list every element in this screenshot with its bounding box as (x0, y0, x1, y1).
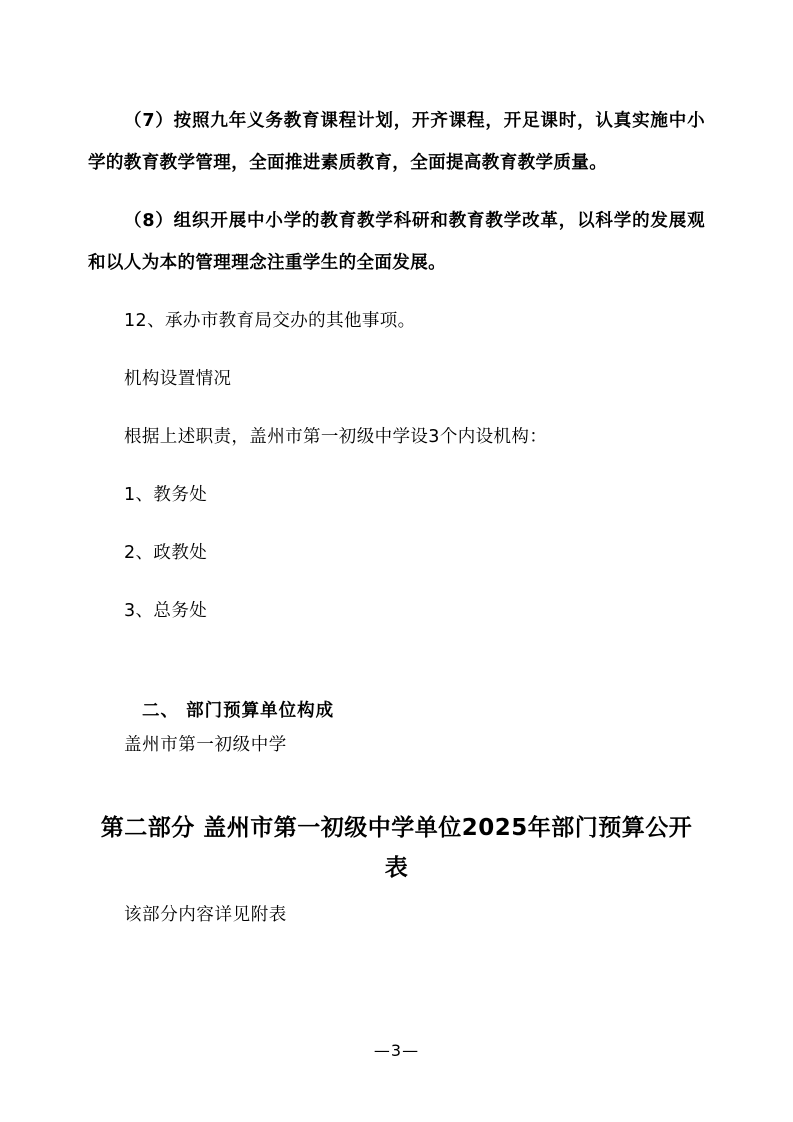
part-title-heading: 第二部分 盖州市第一初级中学单位2025年部门预算公开表 (100, 815, 693, 881)
paragraph-item-12: 12、承办市教育局交办的其他事项。 (124, 311, 416, 331)
paragraph-org-setup-heading: 机构设置情况 (124, 369, 232, 389)
section-heading-part-two-composition: 二、 部门预算单位构成 (142, 701, 335, 721)
budget-unit-name: 盖州市第一初级中学 (124, 735, 287, 755)
paragraph-org-setup-intro: 根据上述职责，盖州市第一初级中学设3个内设机构： (124, 427, 548, 447)
list-item-zongwuchu: 3、总务处 (124, 601, 208, 621)
spacer-before-section (88, 648, 705, 694)
paragraph-item-8: （8）组织开展中小学的教育教学科研和教育教学改革，以科学的发展观和以人为本的管理理念注重学生的全面发展。 (88, 211, 705, 273)
paragraph-item-7: （7）按照九年义务教育课程计划，开齐课程，开足课时，认真实施中小学的教育教学管理，全面推进素质教育，全面提高教育教学质量。 (88, 111, 705, 173)
spacer-before-part-title (88, 762, 705, 808)
spacer-after-part-title (88, 888, 705, 898)
page-number: —3— (373, 1041, 420, 1060)
list-item-jiaowuchu: 1、教务处 (124, 485, 208, 505)
list-item-zhengjiaochu: 2、政教处 (124, 543, 208, 563)
part-two-note: 该部分内容详见附表 (124, 905, 287, 925)
